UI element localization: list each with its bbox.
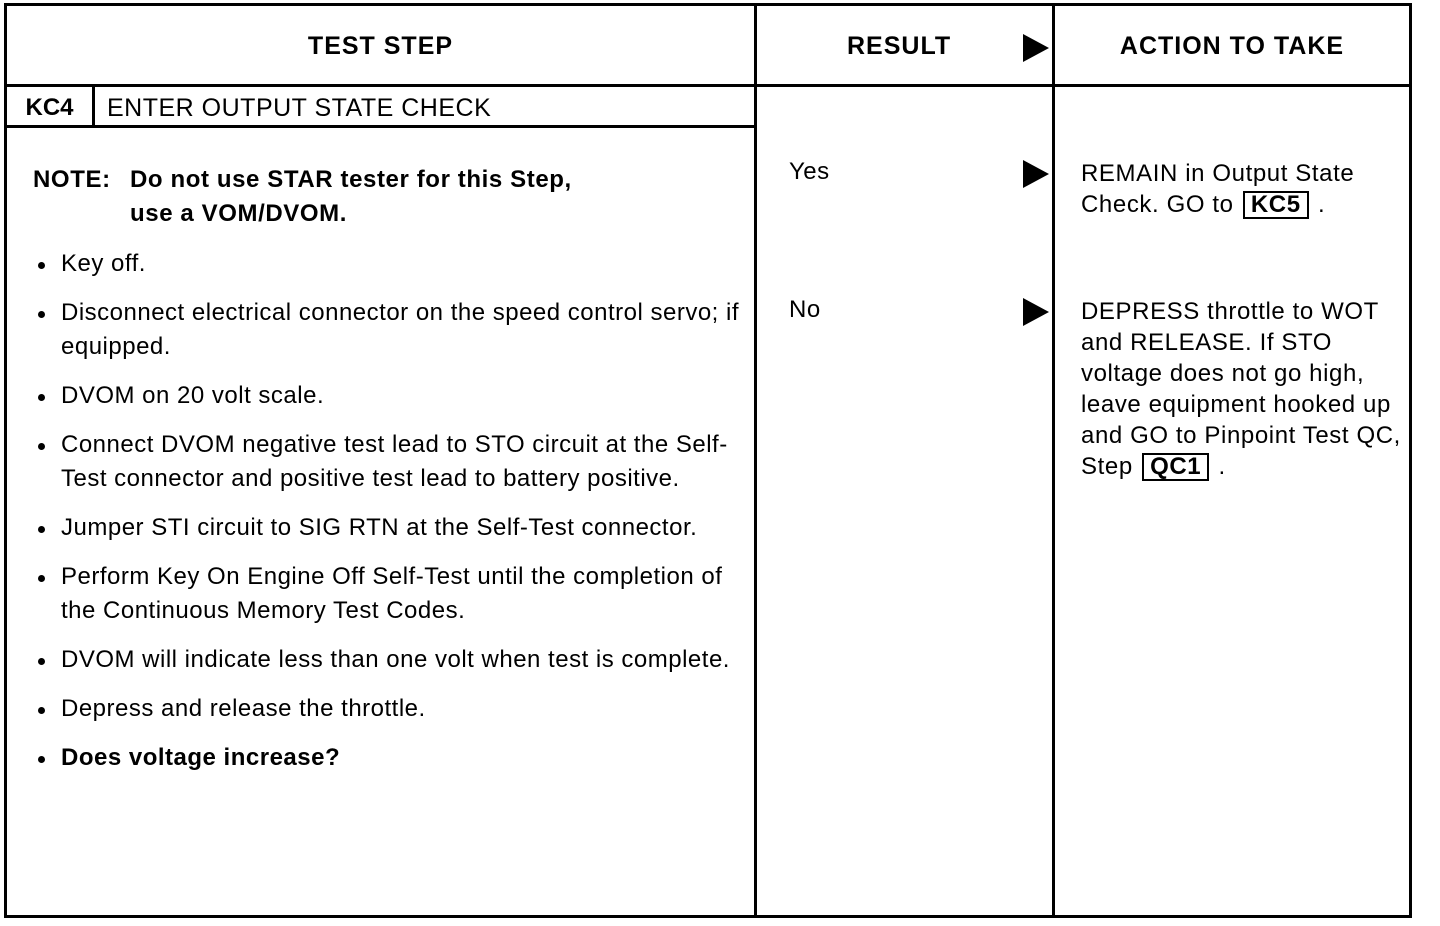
result-no-arrow-icon bbox=[1023, 298, 1049, 326]
list-item: Connect DVOM negative test lead to STO circuit at the Self-Test connector and positive test lead to battery positive. bbox=[31, 428, 751, 496]
bullet-icon bbox=[38, 443, 45, 450]
action-no bbox=[1081, 296, 1401, 482]
step-code: KC4 bbox=[25, 94, 74, 121]
step-title: ENTER OUTPUT STATE CHECK bbox=[107, 93, 492, 122]
test-step-table bbox=[4, 3, 1412, 918]
list-item: Jumper STI circuit to SIG RTN at the Self-Test connector. bbox=[31, 511, 751, 545]
action-yes bbox=[1081, 158, 1401, 220]
bullet-icon bbox=[38, 575, 45, 582]
header-test-step: TEST STEP bbox=[307, 32, 454, 60]
action-yes-text: REMAIN in Output State Check. GO to bbox=[1081, 160, 1355, 218]
bullet-icon bbox=[38, 756, 45, 763]
action-no-end: . bbox=[1218, 453, 1226, 480]
list-item: DVOM will indicate less than one volt when test is complete. bbox=[31, 643, 751, 677]
list-item: Perform Key On Engine Off Self-Test until the completion of the Continuous Memory Test Codes. bbox=[31, 560, 751, 628]
step-title-rule bbox=[7, 125, 754, 128]
ref-qc1: QC1 bbox=[1142, 453, 1209, 481]
result-no: No bbox=[789, 296, 821, 323]
list-item: Key off. bbox=[31, 247, 751, 281]
header-result: RESULT bbox=[847, 32, 952, 60]
result-yes-arrow-icon bbox=[1023, 160, 1049, 188]
column-divider-result bbox=[754, 6, 757, 915]
bullet-icon bbox=[38, 262, 45, 269]
header-arrow-icon bbox=[1023, 34, 1049, 62]
ref-kc5: KC5 bbox=[1243, 191, 1309, 219]
action-no-text: DEPRESS throttle to WOT and RELEASE. If STO voltage does not go high, leave equipment hooked up and GO to Pinpoint Test QC, Step bbox=[1081, 298, 1401, 480]
note-label: NOTE: bbox=[33, 166, 111, 193]
bullet-icon bbox=[38, 526, 45, 533]
step-code-divider bbox=[92, 87, 95, 125]
note-line-2: use a VOM/DVOM. bbox=[130, 200, 348, 227]
bullet-icon bbox=[38, 394, 45, 401]
bullet-icon bbox=[38, 658, 45, 665]
test-step-list bbox=[31, 247, 751, 790]
result-yes: Yes bbox=[789, 158, 830, 185]
list-item: DVOM on 20 volt scale. bbox=[31, 379, 751, 413]
note bbox=[33, 163, 572, 231]
list-item: Depress and release the throttle. bbox=[31, 692, 751, 726]
bullet-icon bbox=[38, 707, 45, 714]
bullet-icon bbox=[38, 311, 45, 318]
list-item: Disconnect electrical connector on the speed control servo; if equipped. bbox=[31, 296, 751, 364]
action-yes-end: . bbox=[1317, 191, 1326, 218]
column-divider-action bbox=[1052, 6, 1055, 915]
note-line-1: Do not use STAR tester for this Step, bbox=[130, 166, 572, 193]
list-item-question: Does voltage increase? bbox=[31, 741, 751, 775]
header-action: ACTION TO TAKE bbox=[1119, 32, 1345, 60]
